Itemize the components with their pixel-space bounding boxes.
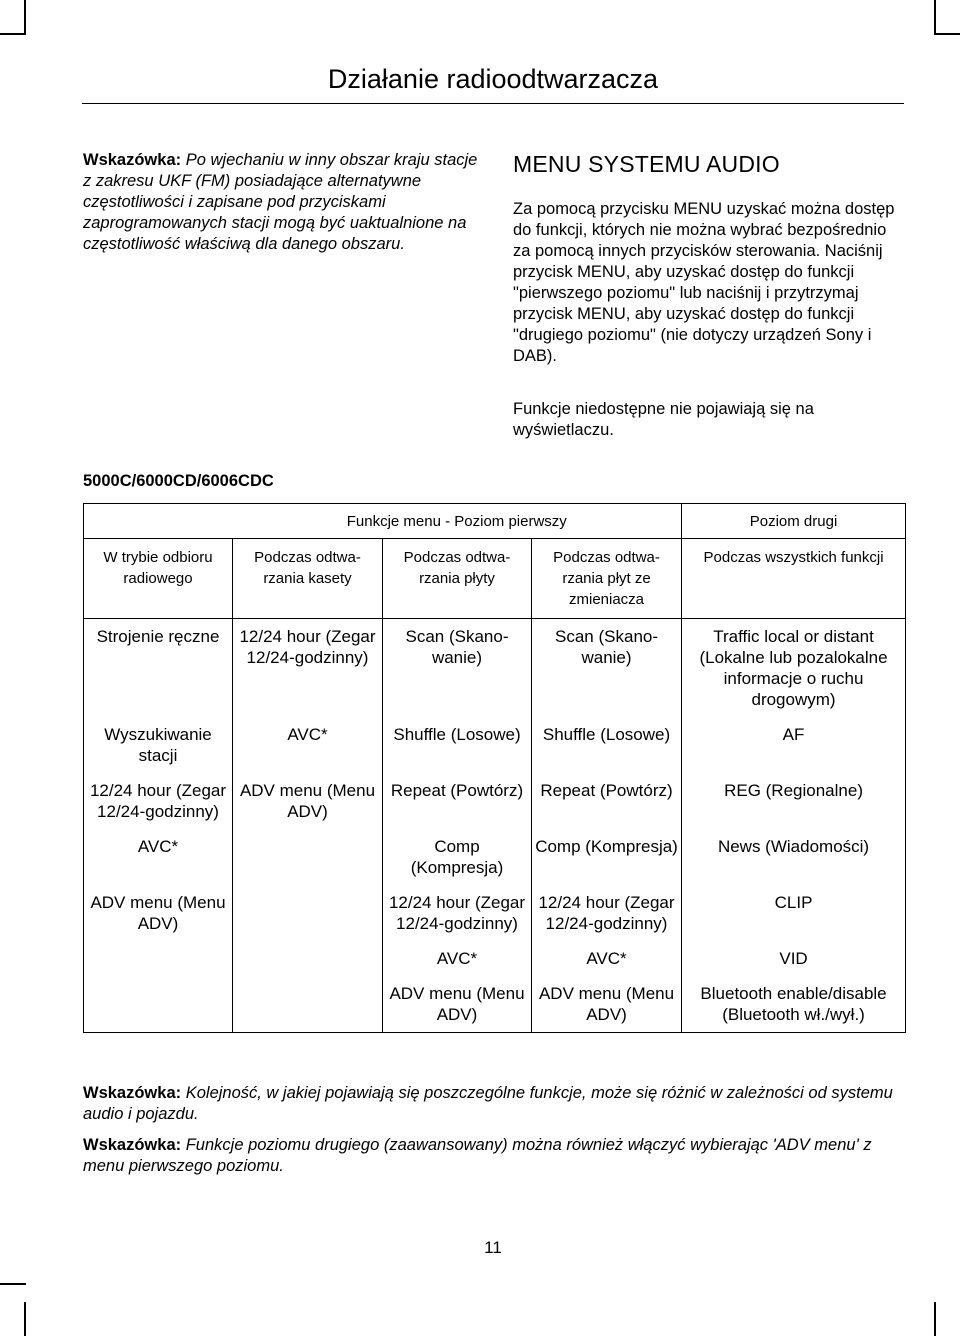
table-row xyxy=(84,717,906,773)
column-header: Podczas odtwa-rzania płyt ze zmieniacza xyxy=(532,539,682,619)
hint-label: Wskazówka: xyxy=(83,151,182,169)
note-1 xyxy=(83,1083,908,1125)
table-corner-cell xyxy=(84,504,233,539)
note-text: Kolejność, w jakiej pojawiają się poszczególne funkcje, może się różnić w zależności od systemu audio i pojazdu. xyxy=(83,1084,893,1123)
table-cell xyxy=(84,976,233,1033)
table-cell: 12/24 hour (Zegar 12/24-godzinny) xyxy=(84,773,233,829)
crop-mark xyxy=(0,1283,26,1285)
table-cell: Bluetooth enable/disable (Bluetooth wł./wył.) xyxy=(682,976,906,1033)
table-cell: ADV menu (Menu ADV) xyxy=(233,773,383,829)
table-cell: Comp (Kompresja) xyxy=(532,829,682,885)
note-text: Funkcje poziomu drugiego (zaawansowany) można również włączyć wybierając 'ADV menu' z menu pierwszego poziomu. xyxy=(83,1136,872,1175)
table-cell: ADV menu (Menu ADV) xyxy=(84,885,233,941)
table-row xyxy=(84,829,906,885)
table-cell: Wyszukiwanie stacji xyxy=(84,717,233,773)
menu-functions-table xyxy=(83,503,906,1033)
header-level1: Funkcje menu - Poziom pierwszy xyxy=(233,504,682,539)
table-row xyxy=(84,773,906,829)
crop-mark xyxy=(934,0,936,34)
crop-mark xyxy=(934,33,960,35)
table-cell: AVC* xyxy=(233,717,383,773)
table-cell: 12/24 hour (Zegar 12/24-godzinny) xyxy=(532,885,682,941)
crop-mark xyxy=(934,1302,936,1336)
hint-text: Po wjechaniu w inny obszar kraju stacje z zakresu UKF (FM) posiadające alternatywne częstotliwości i zapisane pod przyciskami zaprogramowanych stacji mogą być uaktualnione na częstotliwość właściwą dla danego obszaru. xyxy=(83,151,478,253)
note-label: Wskazówka: xyxy=(83,1084,182,1102)
table-row xyxy=(84,885,906,941)
title-divider xyxy=(82,103,904,104)
table-cell: 12/24 hour (Zegar 12/24-godzinny) xyxy=(383,885,532,941)
table-cell: VID xyxy=(682,941,906,976)
table-cell: AVC* xyxy=(84,829,233,885)
table-cell: News (Wiadomości) xyxy=(682,829,906,885)
table-cell: AVC* xyxy=(532,941,682,976)
table-row xyxy=(84,619,906,718)
table-cell: Scan (Skano-wanie) xyxy=(383,619,532,718)
table-cell: Scan (Skano-wanie) xyxy=(532,619,682,718)
section-heading: MENU SYSTEMU AUDIO xyxy=(513,151,780,177)
table-cell: ADV menu (Menu ADV) xyxy=(532,976,682,1033)
table-cell: REG (Regionalne) xyxy=(682,773,906,829)
note-label: Wskazówka: xyxy=(83,1136,182,1154)
model-label: 5000C/6000CD/6006CDC xyxy=(83,472,274,490)
table-cell xyxy=(233,976,383,1033)
page-number: 11 xyxy=(484,1238,502,1257)
table-cell: AF xyxy=(682,717,906,773)
column-header: Podczas wszystkich funkcji xyxy=(682,539,906,619)
table-cell: Strojenie ręczne xyxy=(84,619,233,718)
table-row xyxy=(84,976,906,1033)
section-paragraph-2: Funkcje niedostępne nie pojawiają się na wyświetlaczu. xyxy=(513,400,814,439)
table-cell: 12/24 hour (Zegar 12/24-godzinny) xyxy=(233,619,383,718)
column-header: Podczas odtwa-rzania płyty xyxy=(383,539,532,619)
table-cell: Shuffle (Losowe) xyxy=(383,717,532,773)
table-cell: Traffic local or distant (Lokalne lub pozalokalne informacje o ruchu drogowym) xyxy=(682,619,906,718)
table-cell: AVC* xyxy=(383,941,532,976)
crop-mark xyxy=(24,1302,26,1336)
table-cell: Shuffle (Losowe) xyxy=(532,717,682,773)
column-header: W trybie odbioru radiowego xyxy=(84,539,233,619)
table-cell: Comp (Kompresja) xyxy=(383,829,532,885)
table-cell xyxy=(233,941,383,976)
table-cell: CLIP xyxy=(682,885,906,941)
table-row xyxy=(84,941,906,976)
table-cell: Repeat (Powtórz) xyxy=(532,773,682,829)
table-cell xyxy=(233,829,383,885)
section-paragraph-1: Za pomocą przycisku MENU uzyskać można dostęp do funkcji, których nie można wybrać bezpośrednio za pomocą innych przycisków sterowania. Naciśnij przycisk MENU, aby uzyskać dostęp do funkcji "pierwszego poziomu" lub naciśnij i przytrzymaj przycisk MENU, aby uzyskać dostęp do funkcji "drugiego poziomu" (nie dotyczy urządzeń Sony i DAB). xyxy=(513,200,895,365)
crop-mark xyxy=(0,33,26,35)
table-cell xyxy=(84,941,233,976)
table-cell: Repeat (Powtórz) xyxy=(383,773,532,829)
page-title: Działanie radioodtwarzacza xyxy=(327,64,659,94)
table-cell xyxy=(233,885,383,941)
header-level2: Poziom drugi xyxy=(682,504,906,539)
table-cell: ADV menu (Menu ADV) xyxy=(383,976,532,1033)
note-2 xyxy=(83,1135,908,1177)
hint-left xyxy=(83,150,483,255)
crop-mark xyxy=(24,0,26,34)
column-header: Podczas odtwa-rzania kasety xyxy=(233,539,383,619)
